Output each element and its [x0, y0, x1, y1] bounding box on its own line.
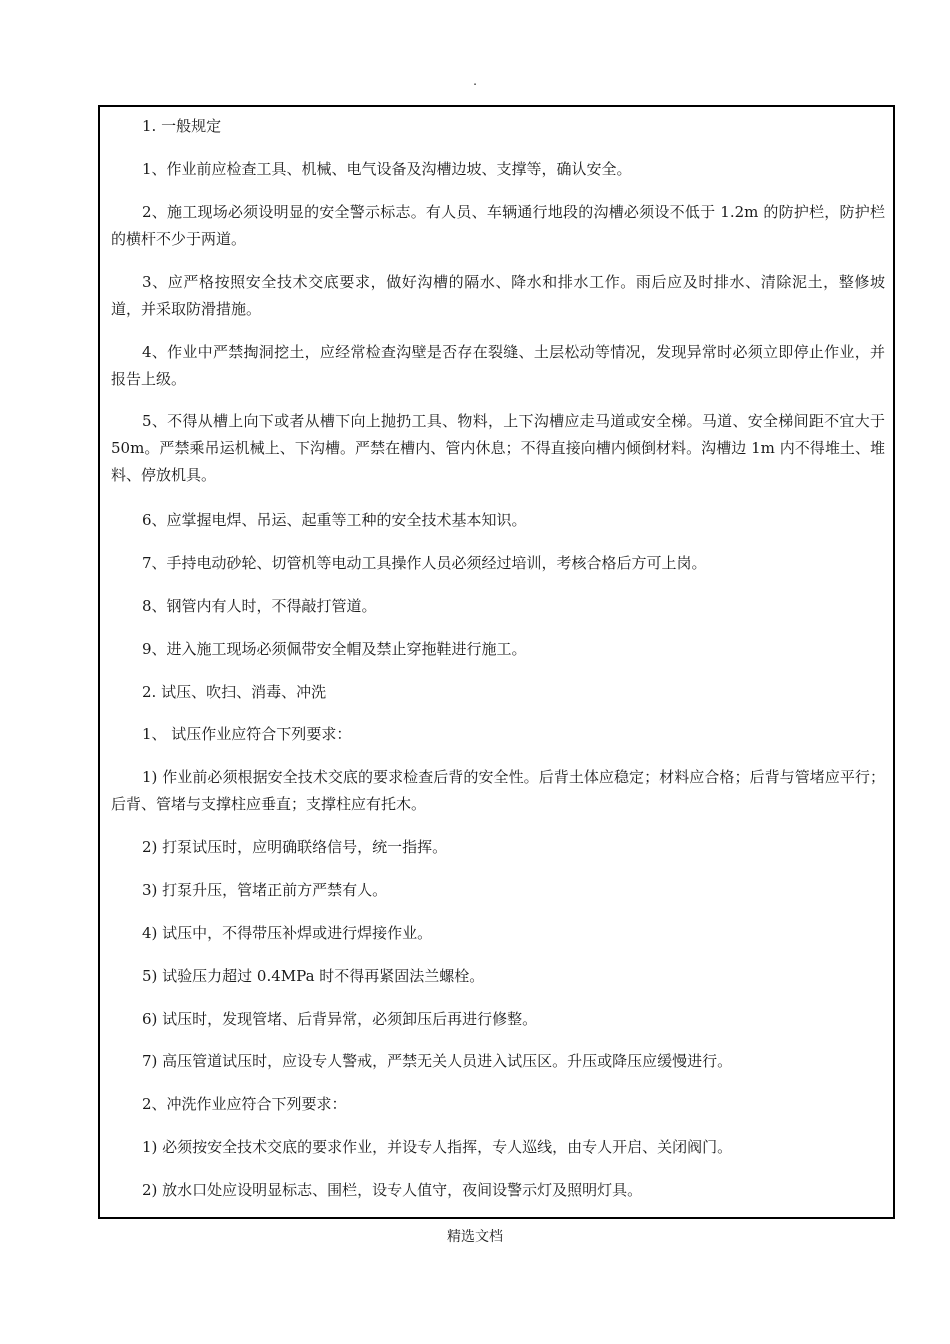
content-frame — [98, 105, 895, 1219]
rule-item: 1) 必须按安全技术交底的要求作业，并设专人指挥，专人巡线，由专人开启、关闭阀门。 — [142, 1138, 733, 1156]
page-footer: 精选文档 — [447, 1229, 503, 1245]
rule-item: 7) 高压管道试压时，应设专人警戒，严禁无关人员进入试压区。升压或降压应缓慢进行。 — [142, 1052, 733, 1070]
rule-item: 4、作业中严禁掏洞挖土，应经常检查沟壁是否存在裂缝、土层松动等情况，发现异常时必须立即停止作业，并报告上级。 — [111, 343, 885, 388]
rule-item: 5) 试验压力超过 0.4MPa 时不得再紧固法兰螺栓。 — [142, 967, 485, 985]
header-mark: . — [473, 74, 477, 88]
rule-item: 7、手持电动砂轮、切管机等电动工具操作人员必须经过培训，考核合格后方可上岗。 — [142, 554, 707, 572]
rule-item: 4) 试压中，不得带压补焊或进行焊接作业。 — [142, 924, 433, 942]
rule-item: 6) 试压时，发现管堵、后背异常，必须卸压后再进行修整。 — [142, 1010, 538, 1028]
subsection-heading: 1、 试压作业应符合下列要求： — [142, 725, 352, 743]
rule-item: 8、钢管内有人时，不得敲打管道。 — [142, 597, 377, 615]
rule-item: 1、作业前应检查工具、机械、电气设备及沟槽边坡、支撑等，确认安全。 — [142, 160, 632, 178]
rule-item: 5、不得从槽上向下或者从槽下向上抛扔工具、物料，上下沟槽应走马道或安全梯。马道、安全梯间距不宜大于 50m。严禁乘吊运机械上、下沟槽。严禁在槽内、管内休息；不得直接向槽内倾倒材料。沟槽边 1m 内不得堆土、堆料、停放机具。 — [111, 412, 885, 484]
rule-item: 9、进入施工现场必须佩带安全帽及禁止穿拖鞋进行施工。 — [142, 640, 527, 658]
subsection-heading: 2、冲洗作业应符合下列要求： — [142, 1095, 347, 1113]
rule-item: 1) 作业前必须根据安全技术交底的要求检查后背的安全性。后背土体应稳定；材料应合格；后背与管堵应平行；后背、管堵与支撑柱应垂直；支撑柱应有托木。 — [111, 768, 885, 813]
rule-item: 6、应掌握电焊、吊运、起重等工种的安全技术基本知识。 — [142, 511, 527, 529]
rule-item: 3) 打泵升压，管堵正前方严禁有人。 — [142, 881, 388, 899]
section-heading: 2. 试压、吹扫、消毒、冲洗 — [142, 683, 327, 701]
rule-item: 2) 打泵试压时，应明确联络信号，统一指挥。 — [142, 838, 448, 856]
rule-item: 3、应严格按照安全技术交底要求，做好沟槽的隔水、降水和排水工作。雨后应及时排水、清除泥土，整修坡道，并采取防滑措施。 — [111, 273, 885, 318]
rule-item: 2、施工现场必须设明显的安全警示标志。有人员、车辆通行地段的沟槽必须设不低于 1.2m 的防护栏，防护栏的横杆不少于两道。 — [111, 203, 885, 248]
section-heading: 1. 一般规定 — [142, 117, 222, 135]
rule-item: 2) 放水口处应设明显标志、围栏，设专人值守，夜间设警示灯及照明灯具。 — [142, 1181, 643, 1199]
